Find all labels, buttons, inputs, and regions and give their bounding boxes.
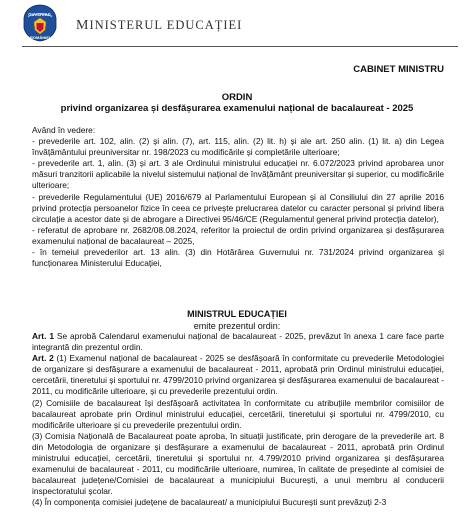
issuer: MINISTRUL EDUCAȚIEI xyxy=(187,309,287,319)
order-title: ORDIN xyxy=(221,92,253,103)
article-1 xyxy=(32,331,444,353)
article-text: Se aprobă Calendarul examenului național de bacalaureat - 2025, prevăzut în anexa 1 care face parte integrantă din prezentul ordin. xyxy=(32,331,444,353)
paragraph: (4) În componența comisiei județene de bacalaureat/ a municipiului București sunt prevăzuți 2-3 xyxy=(32,497,387,508)
issues-order: emite prezentul ordin: xyxy=(193,321,281,331)
preamble-line: - prevederile art. 102, alin. (2) și alin. (7), art. 115, alin. (2) lit. h) și ale art. 250 alin. (1) lit. a) din Legea învățământului preuniversitar nr. 198/2023 cu modificările și completările ulterioare; xyxy=(32,136,444,158)
article-text: (1) Examenul național de bacalaureat - 2025 se desfășoară în conformitate cu prevederile Metodologiei de organizare și desfășurare a examenului de bacalaureat - 2011, aprobată prin Ordinul ministrului educației, cercetării, tineretului și sportului nr. 4799/2010 privind organizarea și desfășurarea examenului de bacalaureat - 2011, cu modificările ulterioare, și cu prevederile prezentului ordin. xyxy=(32,353,445,397)
preamble-line: - prevederile art. 1, alin. (3) și art. 3 ale Ordinului ministrului educației nr. 6.072/2023 privind aprobarea unor măsuri tranzitorii aplicabile la nivelul sistemului național de învățământ preuniversitar și superior, cu modificările ulterioare; xyxy=(32,158,444,191)
article-2 xyxy=(32,353,444,397)
preamble-line: - referatul de aprobare nr. 2682/08.08.2024, referitor la proiectul de ordin privind organizarea și desfășurarea examenului național de bacalaureat – 2025, xyxy=(32,224,444,246)
preamble xyxy=(32,125,444,269)
cabinet-label: CABINET MINISTRU xyxy=(353,64,444,75)
government-seal-logo xyxy=(22,4,58,42)
articles xyxy=(32,331,444,509)
article-label: Art. 2 xyxy=(32,353,54,364)
article-label: Art. 1 xyxy=(32,331,54,341)
seal-text-top: GUVERNUL xyxy=(28,12,52,17)
preamble-line: Având în vedere: xyxy=(32,125,96,135)
header-divider xyxy=(22,46,458,47)
preamble-line: - prevederile Regulamentului (UE) 2016/679 al Parlamentului European și al Consiliului din 27 aprilie 2016 privind protecția persoanelor fizice în ceea ce privește prelucrarea datelor cu caracter personal și privind libera circulație a acestor date și de abrogare a Directivei 95/46/CE (Regulamentul general privind protecția datelor), xyxy=(32,191,444,224)
preamble-line: - în temeiul prevederilor art. 13 alin. (3) din Hotărârea Guvernului nr. 731/2024 privind organizarea și funcționarea Ministerului Educației, xyxy=(32,247,444,269)
paragraph: (2) Comisiile de bacalaureat își desfășoară activitatea în conformitate cu atribuțiile membrilor comisiilor de bacalaureat aprobate prin Ordinul ministrului educației, cercetării, tineretului și sportului nr. 4799/2010, cu modificările ulterioare și cu prevederile prezentului ordin. xyxy=(32,397,444,430)
letterhead xyxy=(22,4,462,44)
order-subtitle: privind organizarea și desfășurarea examenului național de bacalaureat - 2025 xyxy=(60,103,414,114)
ministry-name: MINISTERUL EDUCAȚIEI xyxy=(76,18,243,33)
seal-text-bottom: ROMÂNIEI xyxy=(30,35,50,40)
paragraph: (3) Comisia Națională de Bacalaureat poate aproba, în situații justificate, prin derogare de la prevederile art. 8 din Metodologia de organizare și desfășurare a examenului de bacalaureat - 2011, aprobată prin Ordinul ministrului educației, cercetării, tineretului și sportului nr. 4.799/2010 privind organizarea și desfășurarea examenului de bacalaureat - 2011, cu modificările ulterioare, numirea, în calitate de președinte al comisiei de bacalaureat județene/Comisiei de bacalaureat a municipiului București, a unui membru al conducerii inspectoratului școlar. xyxy=(32,430,444,497)
